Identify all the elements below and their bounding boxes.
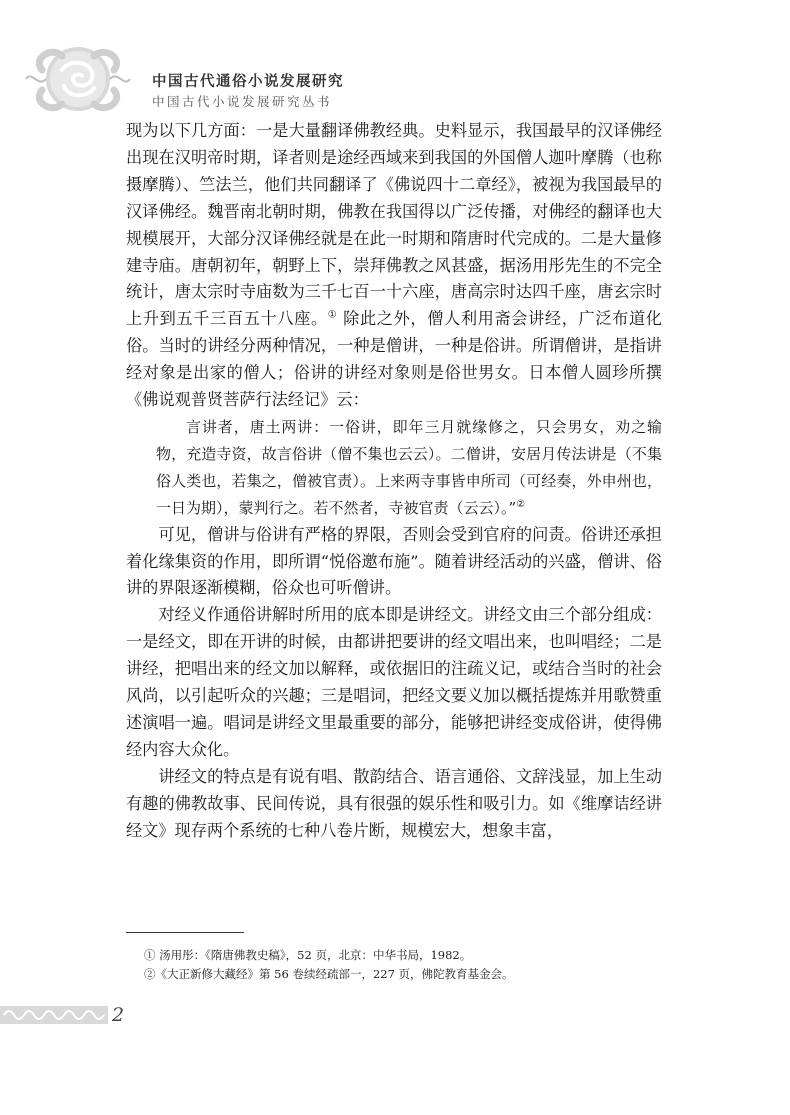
page-number: 2: [112, 1004, 125, 1026]
paragraph: 可见，僧讲与俗讲有严格的界限，否则会受到官府的问责。俗讲还承担着化缘集资的作用，即所谓“悦俗邀布施”。随着讲经活动的兴盛，僧讲、俗讲的界限逐渐模糊，俗众也可听僧讲。: [126, 524, 662, 598]
footnote-item: ②《大正新修大藏经》第 56 卷续经疏部一，227 页，佛陀教育基金会。: [144, 967, 514, 981]
footnote-divider: [126, 932, 244, 933]
footnotes: [144, 946, 664, 984]
paragraph: 对经义作通俗讲解时所用的底本即是讲经文。讲经文由三个部分组成：一是经文，即在开讲的时候，由都讲把要讲的经文唱出来，也叫唱经；二是讲经，把唱出来的经文加以解释，或依据旧的注疏义记，或结合当时的社会风尚，以引起听众的兴趣；三是唱词，把经文要义加以概括提炼并用歌赞重述演唱一遍。唱词是讲经文里最重要的部分，能够把讲经变成俗讲，使得佛经内容大众化。: [126, 605, 662, 759]
cloud-pattern-logo-icon: [22, 40, 134, 118]
paragraph: 讲经文的特点是有说有唱、散韵结合、语言通俗、文辞浅显，加上生动有趣的佛教故事、民间传说，具有很强的娱乐性和吸引力。如《维摩诘经讲经文》现存两个系统的七种八卷片断，规模宏大，想象丰富，: [126, 766, 662, 840]
decorative-border-pattern-icon: [0, 1004, 108, 1026]
main-body-text: [126, 118, 662, 844]
series-title: 中国古代通俗小说发展研究: [152, 73, 344, 90]
footnote-ref[interactable]: ②: [516, 498, 526, 510]
page-header: [22, 40, 362, 120]
block-quote: 言讲者，唐土两讲：一俗讲，即年三月就缘修之，只会男女，劝之输物，充造寺资，故言俗讲（僧不集也云云）。二僧讲，安居月传法讲是（不集俗人类也，若集之，僧被官责）。上来两寺事皆申所司（可经奏，外申州也，一日为期），蒙判行之。若不然者，寺被官责（云云）。”②: [156, 417, 662, 517]
footnote-ref[interactable]: ①: [327, 309, 338, 321]
page-footer: [0, 1004, 200, 1030]
paragraph: 现为以下几方面：一是大量翻译佛教经典。史料显示，我国最早的汉译佛经出现在汉明帝时期，译者则是途经西域来到我国的外国僧人迦叶摩腾（也称摄摩腾）、竺法兰，他们共同翻译了《佛说四十二章经》，被视为我国最早的汉译佛经。魏晋南北朝时期，佛教在我国得以广泛传播，对佛经的翻译也大规模展开，大部分汉译佛经就是在此一时期和隋唐时代完成的。二是大量修建寺庙。唐朝初年，朝野上下，崇拜佛教之风甚盛，据汤用彤先生的不完全统计，唐太宗时寺庙数为三千七百一十六座，唐高宗时达四千座，唐玄宗时上升到五千三百五十八座。① 除此之外，僧人利用斋会讲经，广泛布道化俗。当时的讲经分两种情况，一种是僧讲，一种是俗讲。所谓僧讲，是指讲经对象是出家的僧人；俗讲的讲经对象则是俗世男女。日本僧人圆珍所撰《佛说观普贤菩萨行法经记》云：: [126, 121, 662, 410]
series-subtitle: 中国古代小说发展研究丛书: [152, 94, 333, 109]
footnote-item: ① 汤用彤：《隋唐佛教史稿》，52 页，北京：中华书局，1982。: [144, 948, 472, 962]
